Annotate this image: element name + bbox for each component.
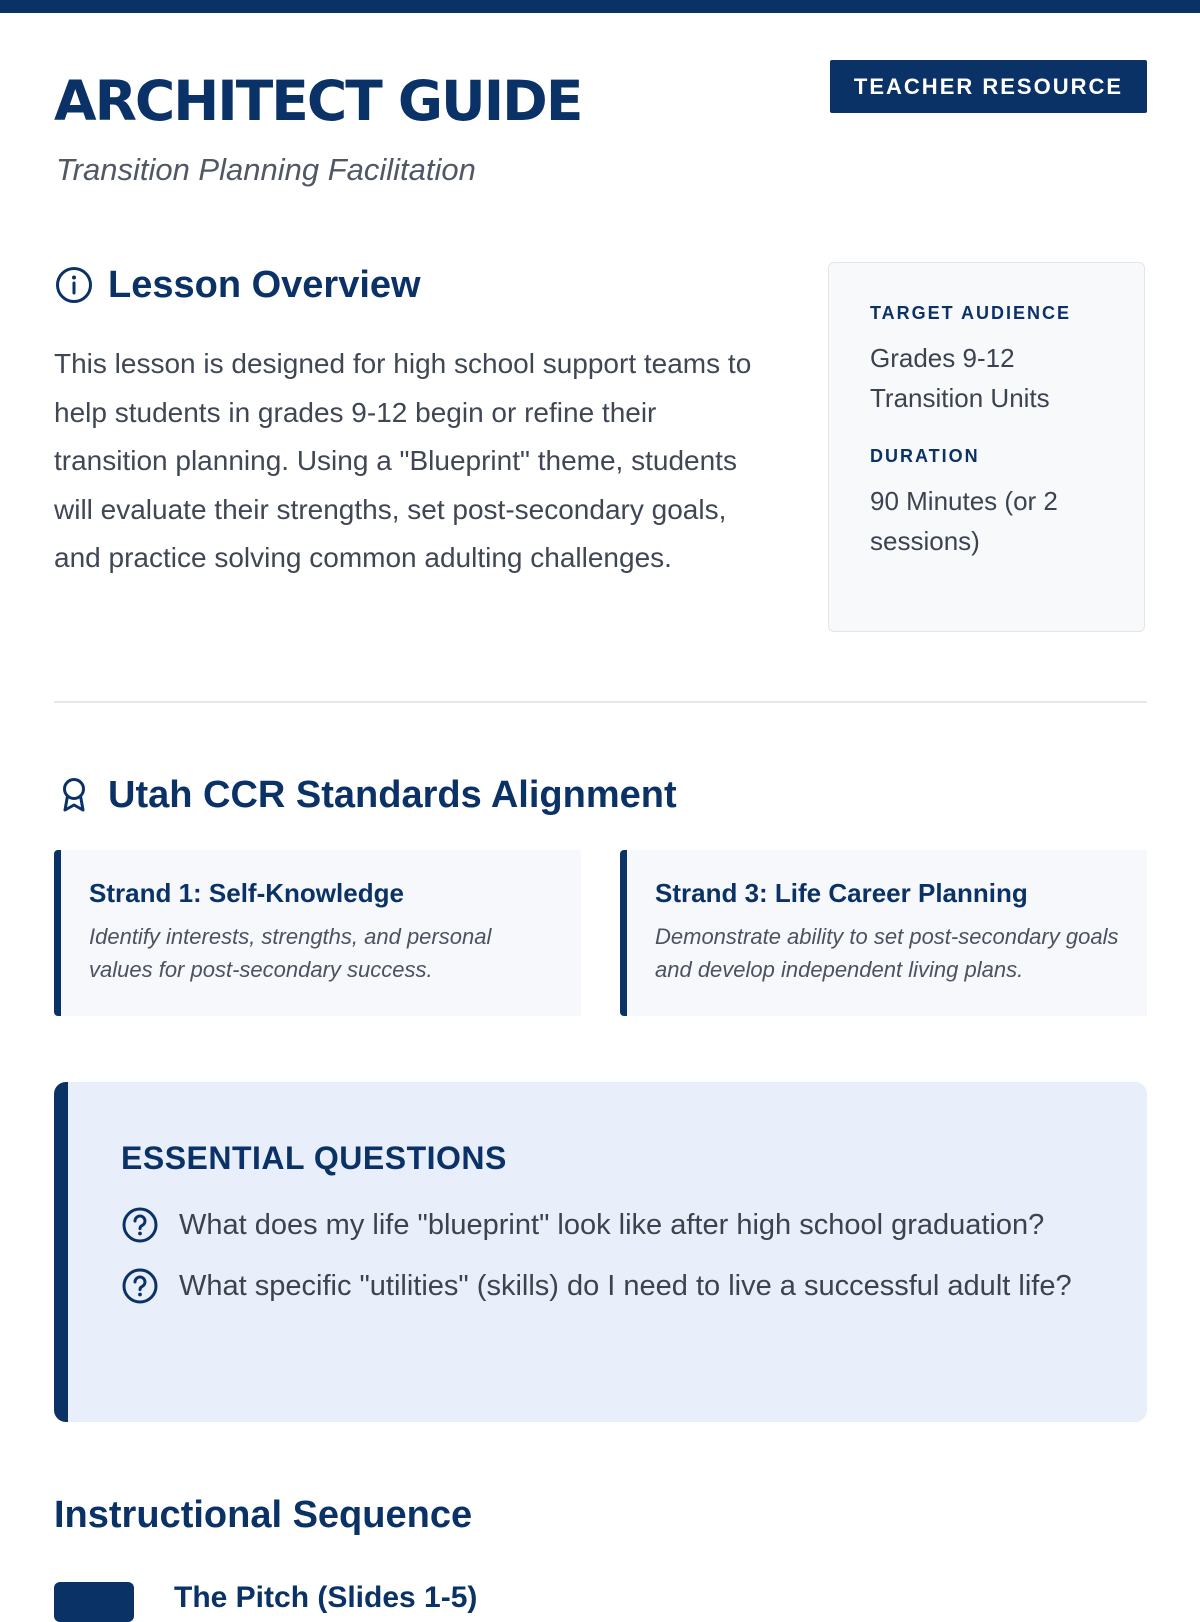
instructional-sequence-title: Instructional Sequence (54, 1494, 473, 1536)
strand-title: Strand 3: Life Career Planning (655, 878, 1028, 908)
lesson-info-card (828, 262, 1145, 632)
standards-title: Utah CCR Standards Alignment (108, 774, 677, 816)
strand-description: Demonstrate ability to set post-secondary goals and develop independent living plans. (655, 924, 1119, 982)
essential-question-item (121, 1263, 1107, 1310)
lesson-overview-title: Lesson Overview (108, 264, 421, 306)
help-circle-icon (121, 1267, 159, 1305)
strand-title: Strand 1: Self-Knowledge (89, 878, 404, 908)
instructional-sequence-heading (54, 1492, 472, 1538)
award-icon (54, 775, 94, 815)
document-subtitle: Transition Planning Facilitation (56, 152, 476, 187)
info-icon (54, 265, 94, 305)
teacher-resource-badge: TEACHER RESOURCE (830, 60, 1147, 113)
section-divider (54, 701, 1147, 703)
essential-question-text: What does my life "blueprint" look like after high school graduation? (179, 1209, 1045, 1241)
help-circle-icon (121, 1206, 159, 1244)
lesson-overview-text: This lesson is designed for high school support teams to help students in grades 9-12 begin or refine their transition planning. Using a "Blueprint" theme, students will evaluate their strengths, set post-secondary goals, and practice solving common adulting challenges. (54, 348, 752, 573)
essential-question-item (121, 1202, 1107, 1249)
lesson-overview-heading (54, 262, 421, 308)
essential-question-text: What specific "utilities" (skills) do I need to live a successful adult life? (179, 1270, 1072, 1302)
target-audience-label: TARGET AUDIENCE (870, 303, 1071, 323)
sequence-step-marker (54, 1582, 134, 1622)
duration-label: DURATION (870, 446, 980, 466)
document-title: ARCHITECT GUIDE (54, 69, 582, 133)
strand-card-self-knowledge (54, 850, 581, 1016)
standards-heading (54, 772, 677, 818)
duration-value: 90 Minutes (or 2 sessions) (870, 486, 1058, 556)
target-audience-value: Grades 9-12 Transition Units (870, 343, 1050, 413)
top-accent-bar (0, 0, 1200, 13)
strand-card-life-career-planning (620, 850, 1147, 1016)
sequence-step-title: The Pitch (Slides 1-5) (174, 1581, 478, 1614)
strand-description: Identify interests, strengths, and personal values for post-secondary success. (89, 924, 492, 982)
essential-questions-title: ESSENTIAL QUESTIONS (121, 1140, 507, 1176)
essential-questions-box (54, 1082, 1147, 1422)
